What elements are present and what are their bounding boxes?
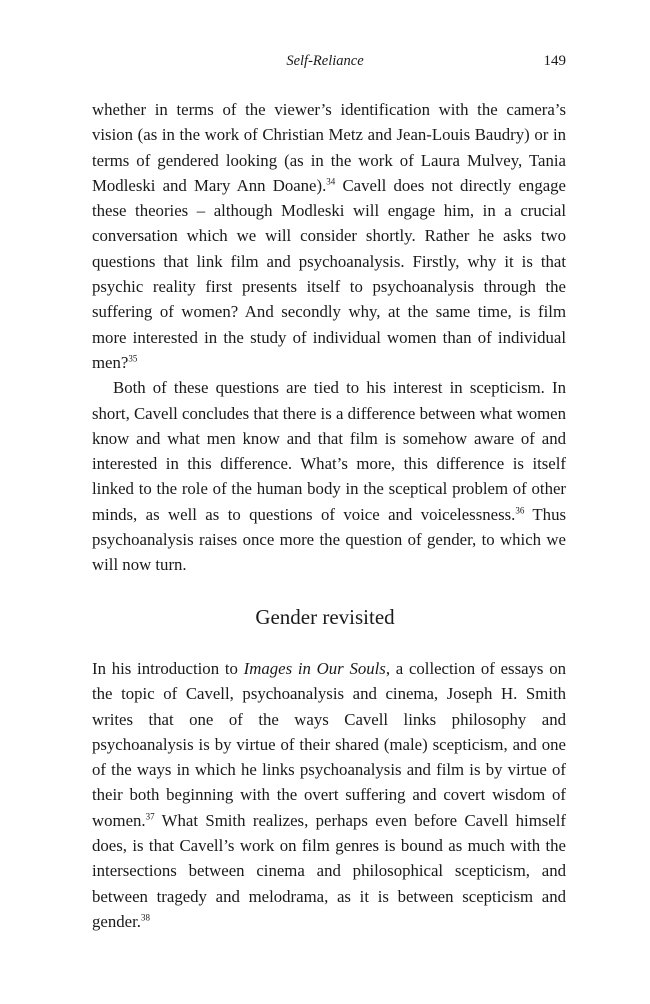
section-paragraph-text-b: , a collection of essays on the topic of Cavell, psychoanalysis and cinema, Joseph H. Smith writes that one of the ways Cavell links philosophy and psychoanalysis is by virtue of their shared (male) scepticism, and one of the ways in which he links psychoanalysis and film is by virtue of their both beginning with the overt suffering and covert wisdom of women. bbox=[92, 659, 566, 830]
body-text-top bbox=[92, 97, 566, 578]
paragraph-2-text-a: Both of these questions are tied to his interest in scepticism. In short, Cavell concludes that there is a difference between what women know and what men know and that film is somehow aware of and interested in this difference. What’s more, this difference is itself linked to the role of the human body in the sceptical problem of other minds, as well as to questions of voice and voicelessness. bbox=[92, 378, 566, 524]
section-paragraph-text-c: What Smith realizes, perhaps even before Cavell himself does, is that Cavell’s work on film genres is bound as much with the intersections between cinema and philosophical scepticism, and between tragedy and melodrama, as it is between scepticism and gender. bbox=[92, 810, 566, 931]
footnote-ref-36[interactable]: 36 bbox=[515, 505, 525, 516]
footnote-ref-37[interactable]: 37 bbox=[145, 811, 155, 822]
running-head bbox=[0, 51, 650, 71]
paragraph-1 bbox=[92, 97, 566, 375]
section-heading: Gender revisited bbox=[255, 605, 395, 629]
footnote-ref-35[interactable]: 35 bbox=[128, 353, 138, 364]
page-number: 149 bbox=[543, 53, 566, 69]
paragraph-2-text-b: Thus psychoanalysis raises once more the question of gender, to which we will now turn. bbox=[92, 504, 566, 575]
running-title: Self-Reliance bbox=[286, 53, 364, 69]
section-paragraph-1 bbox=[92, 656, 566, 934]
paragraph-1-text-a: whether in terms of the viewer’s identification with the camera’s vision (as in the work of Christian Metz and Jean-Louis Baudry) or in terms of gendered looking (as in the work of Laura Mulvey, Tania Modleski and Mary Ann Doane). bbox=[92, 100, 566, 195]
footnote-ref-38[interactable]: 38 bbox=[140, 912, 150, 923]
paragraph-1-text-b: Cavell does not directly engage these theories – although Modleski will engage him, in a crucial conversation which we will consider shortly. Rather he asks two questions that link film and psychoanalysis. Firstly, why it is that psychic reality first presents itself to psychoanalysis through the suffering of women? And secondly why, at the same time, is film more interested in the study of individual women than of individual men? bbox=[92, 175, 566, 372]
book-title: Images in Our Souls bbox=[243, 659, 386, 678]
body-text-section bbox=[92, 656, 566, 934]
section-paragraph-text-a: In his introduction to bbox=[92, 659, 244, 678]
paragraph-2 bbox=[92, 375, 566, 577]
footnote-ref-34[interactable]: 34 bbox=[326, 176, 336, 187]
